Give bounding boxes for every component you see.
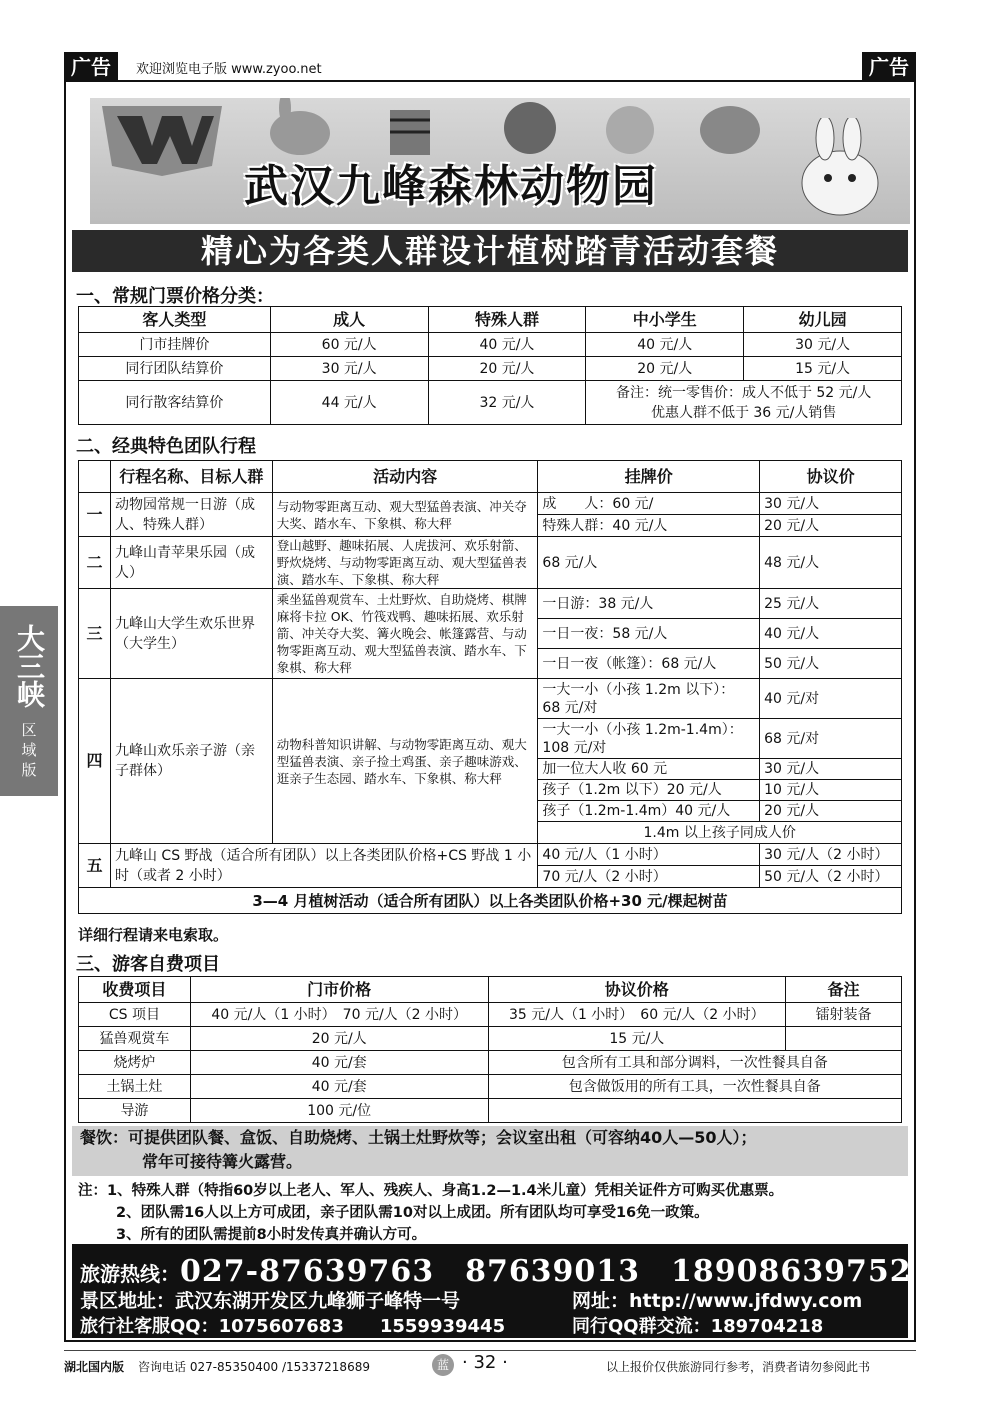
price-cell: 32 元/人 [428,381,586,425]
address: 武汉东湖开发区九峰狮子峰特一号 [175,1290,461,1312]
list-price: 一日一夜（帐篷）：68 元/人 [538,649,760,679]
side-tab-title: 大三峡 [13,624,46,708]
list-price: 特殊人群：40 元/人 [538,515,760,537]
retail-price: 40 元/人（1 小时） 70 元/人（2 小时） [190,1003,488,1027]
agreed-price: 包含所有工具和部分调料，一次性餐具自备 [488,1051,902,1075]
ad-tag-right: 广告 [862,52,916,82]
price-cell: 20 元/人 [428,357,586,381]
qq-group-number[interactable]: 189704218 [710,1316,824,1337]
side-tab-char: 区 [21,721,37,739]
item-name: 土锅土灶 [79,1075,191,1099]
animals-illustration-icon [240,98,760,158]
agreed-price: 50 元/人 [760,649,902,679]
banner [90,98,910,224]
agreed-price: 30 元/人（2 小时） [760,844,902,866]
footer-phone: 咨询电话 027-85350400 /15337218689 [138,1360,370,1374]
section1-title: 一、常规门票价格分类： [76,286,274,307]
extra-items-table [78,976,902,1123]
qq-label: 旅行社客服QQ： [80,1316,219,1337]
itinerary-inquiry: 详细行程请来电索取。 [78,926,229,944]
list-price: 成 人：60 元/ [538,493,760,515]
price-cell: 30 元/人 [270,357,428,381]
page-badge-icon: 蓝 [432,1354,454,1376]
note-item: 2、团队需16人以上方可成团，亲子团队需10对以上成团。所有团队均可享受16免一政策。 [116,1205,709,1221]
item-name: 烧烤炉 [79,1051,191,1075]
table-header: 客人类型 [79,307,271,333]
dining-line-2: 常年可接待篝火露营。 [142,1152,303,1171]
agreed-price: 35 元/人（1 小时） 60 元/人（2 小时） [488,1003,786,1027]
list-price: 68 元/人 [538,537,760,589]
table-header: 活动内容 [272,461,538,493]
list-price: 一日游：38 元/人 [538,589,760,619]
website-label: 网址： [572,1290,630,1312]
address-label: 景区地址： [80,1290,176,1312]
list-price: 孩子（1.2m-1.4m）40 元/人 [538,801,760,822]
itinerary-name: 九峰山青苹果乐园（成人） [110,537,272,589]
retail-price: 40 元/套 [190,1051,488,1075]
list-price: 40 元/人（1 小时） [538,844,760,866]
price-cell: 30 元/人 [744,333,902,357]
row-number: 三 [79,589,111,679]
agreed-price: 包含做饭用的所有工具，一次性餐具自备 [488,1075,902,1099]
table-header: 备注 [786,977,902,1003]
footer-disclaimer: 以上报价仅供旅游同行参考，消费者请勿参阅此书 [606,1360,871,1374]
list-price: 68 元/对 [542,699,598,716]
agreed-price: 25 元/人 [760,589,902,619]
contact-block [72,1244,912,1338]
tree-planting-row: 3—4 月植树活动（适合所有团队）以上各类团队价格+30 元/棵起树苗 [79,888,902,914]
price-cell: 44 元/人 [270,381,428,425]
table-header: 协议价 [760,461,902,493]
page-number: 32 [473,1352,497,1373]
retail-note-2: 优惠人群不低于 36 元/人销售 [650,404,837,421]
item-note: 镭射装备 [786,1003,902,1027]
hotline-label: 旅游热线： [80,1262,180,1286]
agreed-price: 68 元/对 [760,719,902,759]
retail-price: 100 元/位 [190,1099,488,1123]
table-header: 行程名称、目标人群 [110,461,272,493]
agreed-price: 10 元/人 [760,780,902,801]
ad-tag-left: 广告 [64,52,118,82]
itinerary-table [78,460,902,914]
agreed-price: 40 元/对 [760,679,902,719]
table-header: 特殊人群 [428,307,586,333]
agreed-price: 15 元/人 [488,1027,786,1051]
activity-content: 登山越野、趣味拓展、人虎拔河、欢乐射箭、野炊烧烤、与动物零距离互动、观大型猛兽表演、踏水车、下象棋、称大秤 [272,537,538,589]
footer-rule [64,1350,916,1351]
activity-content: 与动物零距离互动、观大型猛兽表演、冲关夺大奖、踏水车、下象棋、称大秤 [272,493,538,537]
row-label: 同行团队结算价 [79,357,271,381]
table-header: 门市价格 [190,977,488,1003]
agreed-price: 20 元/人 [760,801,902,822]
row-label: 门市挂牌价 [79,333,271,357]
page-number-wrap: · 32 · [462,1352,508,1373]
item-note [786,1027,902,1051]
row-number: 二 [79,537,111,589]
itinerary-name: 动物园常规一日游（成人、特殊人群） [110,493,272,537]
list-price: 加一位大人收 60 元 [538,759,760,780]
activity-content: 动物科普知识讲解、与动物零距离互动、观大型猛兽表演、亲子捡土鸡蛋、亲子趣味游戏、逛亲子生态园、踏水车、下象棋、称大秤 [272,679,538,844]
dining-box [72,1126,908,1176]
activity-content: 乘坐猛兽观赏车、土灶野炊、自助烧烤、棋牌麻将卡拉 OK、竹筏戏鸭、趣味拓展、欢乐射箭、冲关夺大奖、篝火晚会、帐篷露营、与动物零距离互动、观大型猛兽表演、踏水车、下象棋、称大秤 [272,589,538,679]
side-tab[interactable] [0,606,58,796]
row-number: 一 [79,493,111,537]
table-header: 成人 [270,307,428,333]
itinerary-name: 九峰山 CS 野战（适合所有团队）以上各类团队价格+CS 野战 1 小时（或者 2 小时） [110,844,537,888]
retail-note: 备注：统一零售价：成人不低于 52 元/人 [615,384,872,401]
row-label: 同行散客结算价 [79,381,271,425]
price-cell: 15 元/人 [744,357,902,381]
zoo-title: 武汉九峰森林动物园 [244,161,658,212]
agreed-price: 40 元/人 [760,619,902,649]
table-header: 协议价格 [488,977,786,1003]
retail-price: 20 元/人 [190,1027,488,1051]
retail-price: 40 元/套 [190,1075,488,1099]
agreed-price [488,1099,902,1123]
table-header: 收费项目 [79,977,191,1003]
list-price: 一日一夜：58 元/人 [538,619,760,649]
list-price: 孩子（1.2m 以下）20 元/人 [538,780,760,801]
itinerary-name: 九峰山大学生欢乐世界（大学生） [110,589,272,679]
row-number: 四 [79,679,111,844]
zoo-logo-icon [102,106,222,176]
note-item: 1、特殊人群（特指60岁以上老人、军人、残疾人、身高1.2—1.4米儿童）凭相关证件方可购买优惠票。 [107,1183,784,1199]
agreed-price: 48 元/人 [760,537,902,589]
item-name: 猛兽观赏车 [79,1027,191,1051]
dining-line-1: 餐饮：可提供团队餐、盒饭、自助烧烤、土锅土灶野炊等；会议室出租（可容纳40人—50人）； [80,1128,757,1147]
price-cell: 20 元/人 [586,357,744,381]
table-header: 幼儿园 [744,307,902,333]
agreed-price: 30 元/人 [760,493,902,515]
item-name: CS 项目 [79,1003,191,1027]
agreed-price: 30 元/人 [760,759,902,780]
ticket-price-table [78,306,902,425]
qq-group-label: 同行QQ群交流： [572,1316,711,1337]
notes [78,1180,783,1246]
footer-edition: 湖北国内版 [64,1360,125,1374]
table-header: 中小学生 [586,307,744,333]
notes-label: 注： [78,1183,107,1199]
itinerary-name: 九峰山欢乐亲子游（亲子群体） [110,679,272,844]
list-price: 108 元/对 [542,739,607,756]
list-price: 70 元/人（2 小时） [538,866,760,888]
section3-title: 三、游客自费项目 [76,954,220,975]
browse-text[interactable]: 欢迎浏览电子版 www.zyoo.net [136,62,322,77]
website-link[interactable]: http://www.jfdwy.com [629,1290,863,1312]
rabbit-icon [790,118,890,218]
table-header: 挂牌价 [538,461,760,493]
price-cell: 40 元/人 [428,333,586,357]
section2-title: 二、经典特色团队行程 [76,436,256,457]
note-item: 3、所有的团队需提前8小时发传真并确认方可。 [116,1227,427,1243]
side-tab-char: 版 [21,761,37,779]
qq-numbers[interactable]: 1075607683 1559939445 [218,1316,506,1337]
list-price: 一大一小（小孩 1.2m-1.4m）： [542,721,743,738]
agreed-price: 20 元/人 [760,515,902,537]
child-note: 1.4m 以上孩子同成人价 [538,822,902,844]
item-name: 导游 [79,1099,191,1123]
price-cell: 60 元/人 [270,333,428,357]
row-number: 五 [79,844,111,888]
list-price: 一大一小（小孩 1.2m 以下）： [542,681,735,698]
banner-subtitle: 精心为各类人群设计植树踏青活动套餐 [72,230,908,272]
hotline-numbers[interactable]: 027-87639763 87639013 18908639752 [180,1254,912,1289]
agreed-price: 50 元/人（2 小时） [760,866,902,888]
side-tab-char: 域 [21,741,37,759]
price-cell: 40 元/人 [586,333,744,357]
